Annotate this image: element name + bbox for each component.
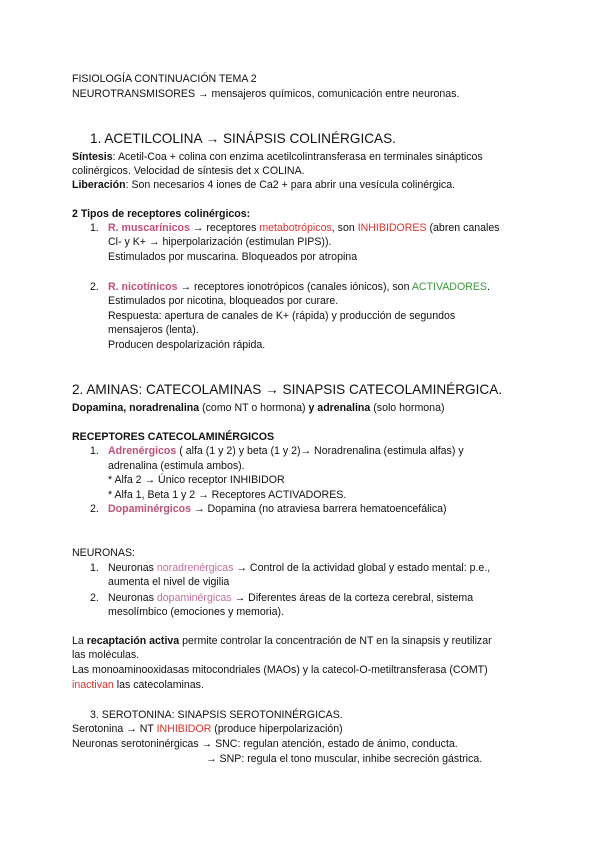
doc-subtitle: NEUROTRANSMISORES → mensajeros químicos, comunicación entre neuronas.	[72, 88, 460, 100]
nicotinic-line-4: mensajeros (lenta).	[108, 324, 199, 336]
nicotinic-line-2: Estimulados por nicotina, bloqueados por curare.	[108, 295, 339, 307]
text-fragment: permite controlar la concentración de NT en la sinapsis y reutilizar	[179, 635, 492, 647]
liberacion-text: : Son necesarios 4 iones de Ca2 + para abrir una vesícula colinérgica.	[125, 179, 456, 191]
section-2-heading: 2. AMINAS: CATECOLAMINAS → SINAPSIS CATECOLAMINÉRGICA.	[72, 382, 503, 397]
list-number: 2.	[90, 503, 99, 515]
liberacion-line	[72, 178, 455, 192]
dopaminergic-neuron-line-2: mesolímbico (emociones y memoria).	[108, 606, 285, 618]
text-fragment: ( alfa (1 y 2) y beta (1 y 2)→ Noradrenalina (estimula alfas) y	[176, 445, 464, 457]
nicotinic-line-5: Producen despolarización rápida.	[108, 339, 266, 351]
muscarinic-name: R. muscarínicos	[108, 222, 190, 234]
text-fragment: La	[72, 635, 87, 647]
section-1-heading: 1. ACETILCOLINA → SINÁPSIS COLINÉRGICAS.	[90, 131, 396, 146]
text-fragment: → receptores	[189, 222, 260, 234]
nicotinic-name: R. nicotínicos	[108, 281, 178, 293]
text-fragment: (solo hormona)	[370, 402, 445, 414]
list-number: 2.	[90, 281, 99, 293]
list-number: 1.	[90, 562, 99, 574]
sintesis-line-2: colinérgicos. Velocidad de síntesis det x COLINA.	[72, 165, 305, 177]
doc-title: FISIOLOGÍA CONTINUACIÓN TEMA 2	[72, 73, 257, 85]
inhibidor-word: INHIBIDOR	[156, 723, 212, 735]
mao-line-2	[72, 678, 204, 692]
text-fragment: las catecolaminas.	[113, 679, 204, 691]
serotonina-line	[72, 722, 343, 736]
tipos-heading: 2 Tipos de receptores colinérgicos:	[72, 208, 251, 220]
section-3-heading: 3. SEROTONINA: SINAPSIS SEROTONINÉRGICAS.	[90, 709, 343, 721]
serotonina-line-2: Neuronas serotoninérgicas → SNC: regulan atención, estado de ánimo, conducta.	[72, 738, 458, 750]
adrenergic-name: Adrenérgicos	[108, 445, 177, 457]
noradrenergic-line	[108, 561, 490, 575]
adrenergic-line-4: * Alfa 1, Beta 1 y 2 → Receptores ACTIVADORES.	[108, 489, 347, 501]
receptores-heading: RECEPTORES CATECOLAMINÉRGICOS	[72, 431, 275, 443]
text-fragment: Serotonina → NT	[72, 723, 157, 735]
sintesis-line	[72, 150, 483, 164]
inactivan-word: inactivan	[72, 679, 114, 691]
noradrenergic-line-2: aumenta el nivel de vigilia	[108, 576, 230, 588]
adrenergic-line	[108, 444, 464, 458]
text-fragment: .	[486, 281, 490, 293]
text-fragment: → Control de la actividad global y estado mental: p.e.,	[233, 562, 491, 574]
list-number: 1.	[90, 445, 99, 457]
adrenergic-line-2: adrenalina (estimula ambos).	[108, 460, 245, 472]
neuronas-heading: NEURONAS:	[72, 547, 135, 559]
text-fragment: (produce hiperpolarización)	[211, 723, 343, 735]
text-fragment: , son	[331, 222, 358, 234]
nicotinic-line	[108, 280, 490, 294]
recaptacion-bold: recaptación activa	[86, 635, 180, 647]
text-fragment: → Diferentes áreas de la corteza cerebral, sistema	[231, 592, 474, 604]
dopaminergic-word: dopaminérgicas	[156, 592, 232, 604]
text-fragment: (como NT o hormona)	[199, 402, 309, 414]
text-fragment: Neuronas	[108, 592, 157, 604]
text-fragment: Neuronas	[108, 562, 157, 574]
list-number: 2.	[90, 592, 99, 604]
nicotinic-line-3: Respuesta: apertura de canales de K+ (rápida) y producción de segundos	[108, 310, 456, 322]
dopaminergic-name: Dopaminérgicos	[108, 503, 192, 515]
sintesis-label: Síntesis	[72, 151, 113, 163]
activadores-word: ACTIVADORES	[411, 281, 487, 293]
muscarinic-line-2: Cl- y K+ → hiperpolarización (estimulan PIPS)).	[108, 236, 332, 248]
muscarinic-line-3: Estimulados por muscarina. Bloqueados por atropina	[108, 251, 358, 263]
dopaminergic-neuron-line	[108, 591, 473, 605]
serotonina-line-3: → SNP: regula el tono muscular, inhibe secreción gástrica.	[206, 753, 483, 765]
metabotropic-word: metabotrópicos	[259, 222, 332, 234]
dopaminergic-line	[108, 502, 447, 516]
liberacion-label: Liberación	[72, 179, 126, 191]
mao-line: Las monoaminooxidasas mitocondriales (MAOs) y la catecol-O-metiltransferasa (COMT)	[72, 664, 488, 676]
text-fragment: → receptores ionotrópicos (canales iónicos), son	[177, 281, 412, 293]
muscarinic-line	[108, 221, 500, 235]
inhibidores-word: INHIBIDORES	[357, 222, 427, 234]
dopamina-line	[72, 401, 444, 415]
recaptacion-line	[72, 634, 492, 648]
sintesis-text: : Acetil-Coa + colina con enzima acetilcolintransferasa en terminales sinápticos	[112, 151, 483, 163]
adrenergic-line-3: * Alfa 2 → Único receptor INHIBIDOR	[108, 474, 285, 486]
noradrenergic-word: noradrenérgicas	[156, 562, 234, 574]
adrenalina-bold: y adrenalina	[308, 402, 371, 414]
list-number: 1.	[90, 222, 99, 234]
text-fragment: (abren canales	[426, 222, 500, 234]
recaptacion-line-2: las moléculas.	[72, 649, 140, 661]
dopamina-bold: Dopamina, noradrenalina	[72, 402, 200, 414]
text-fragment: → Dopamina (no atraviesa barrera hematoencefálica)	[191, 503, 447, 515]
